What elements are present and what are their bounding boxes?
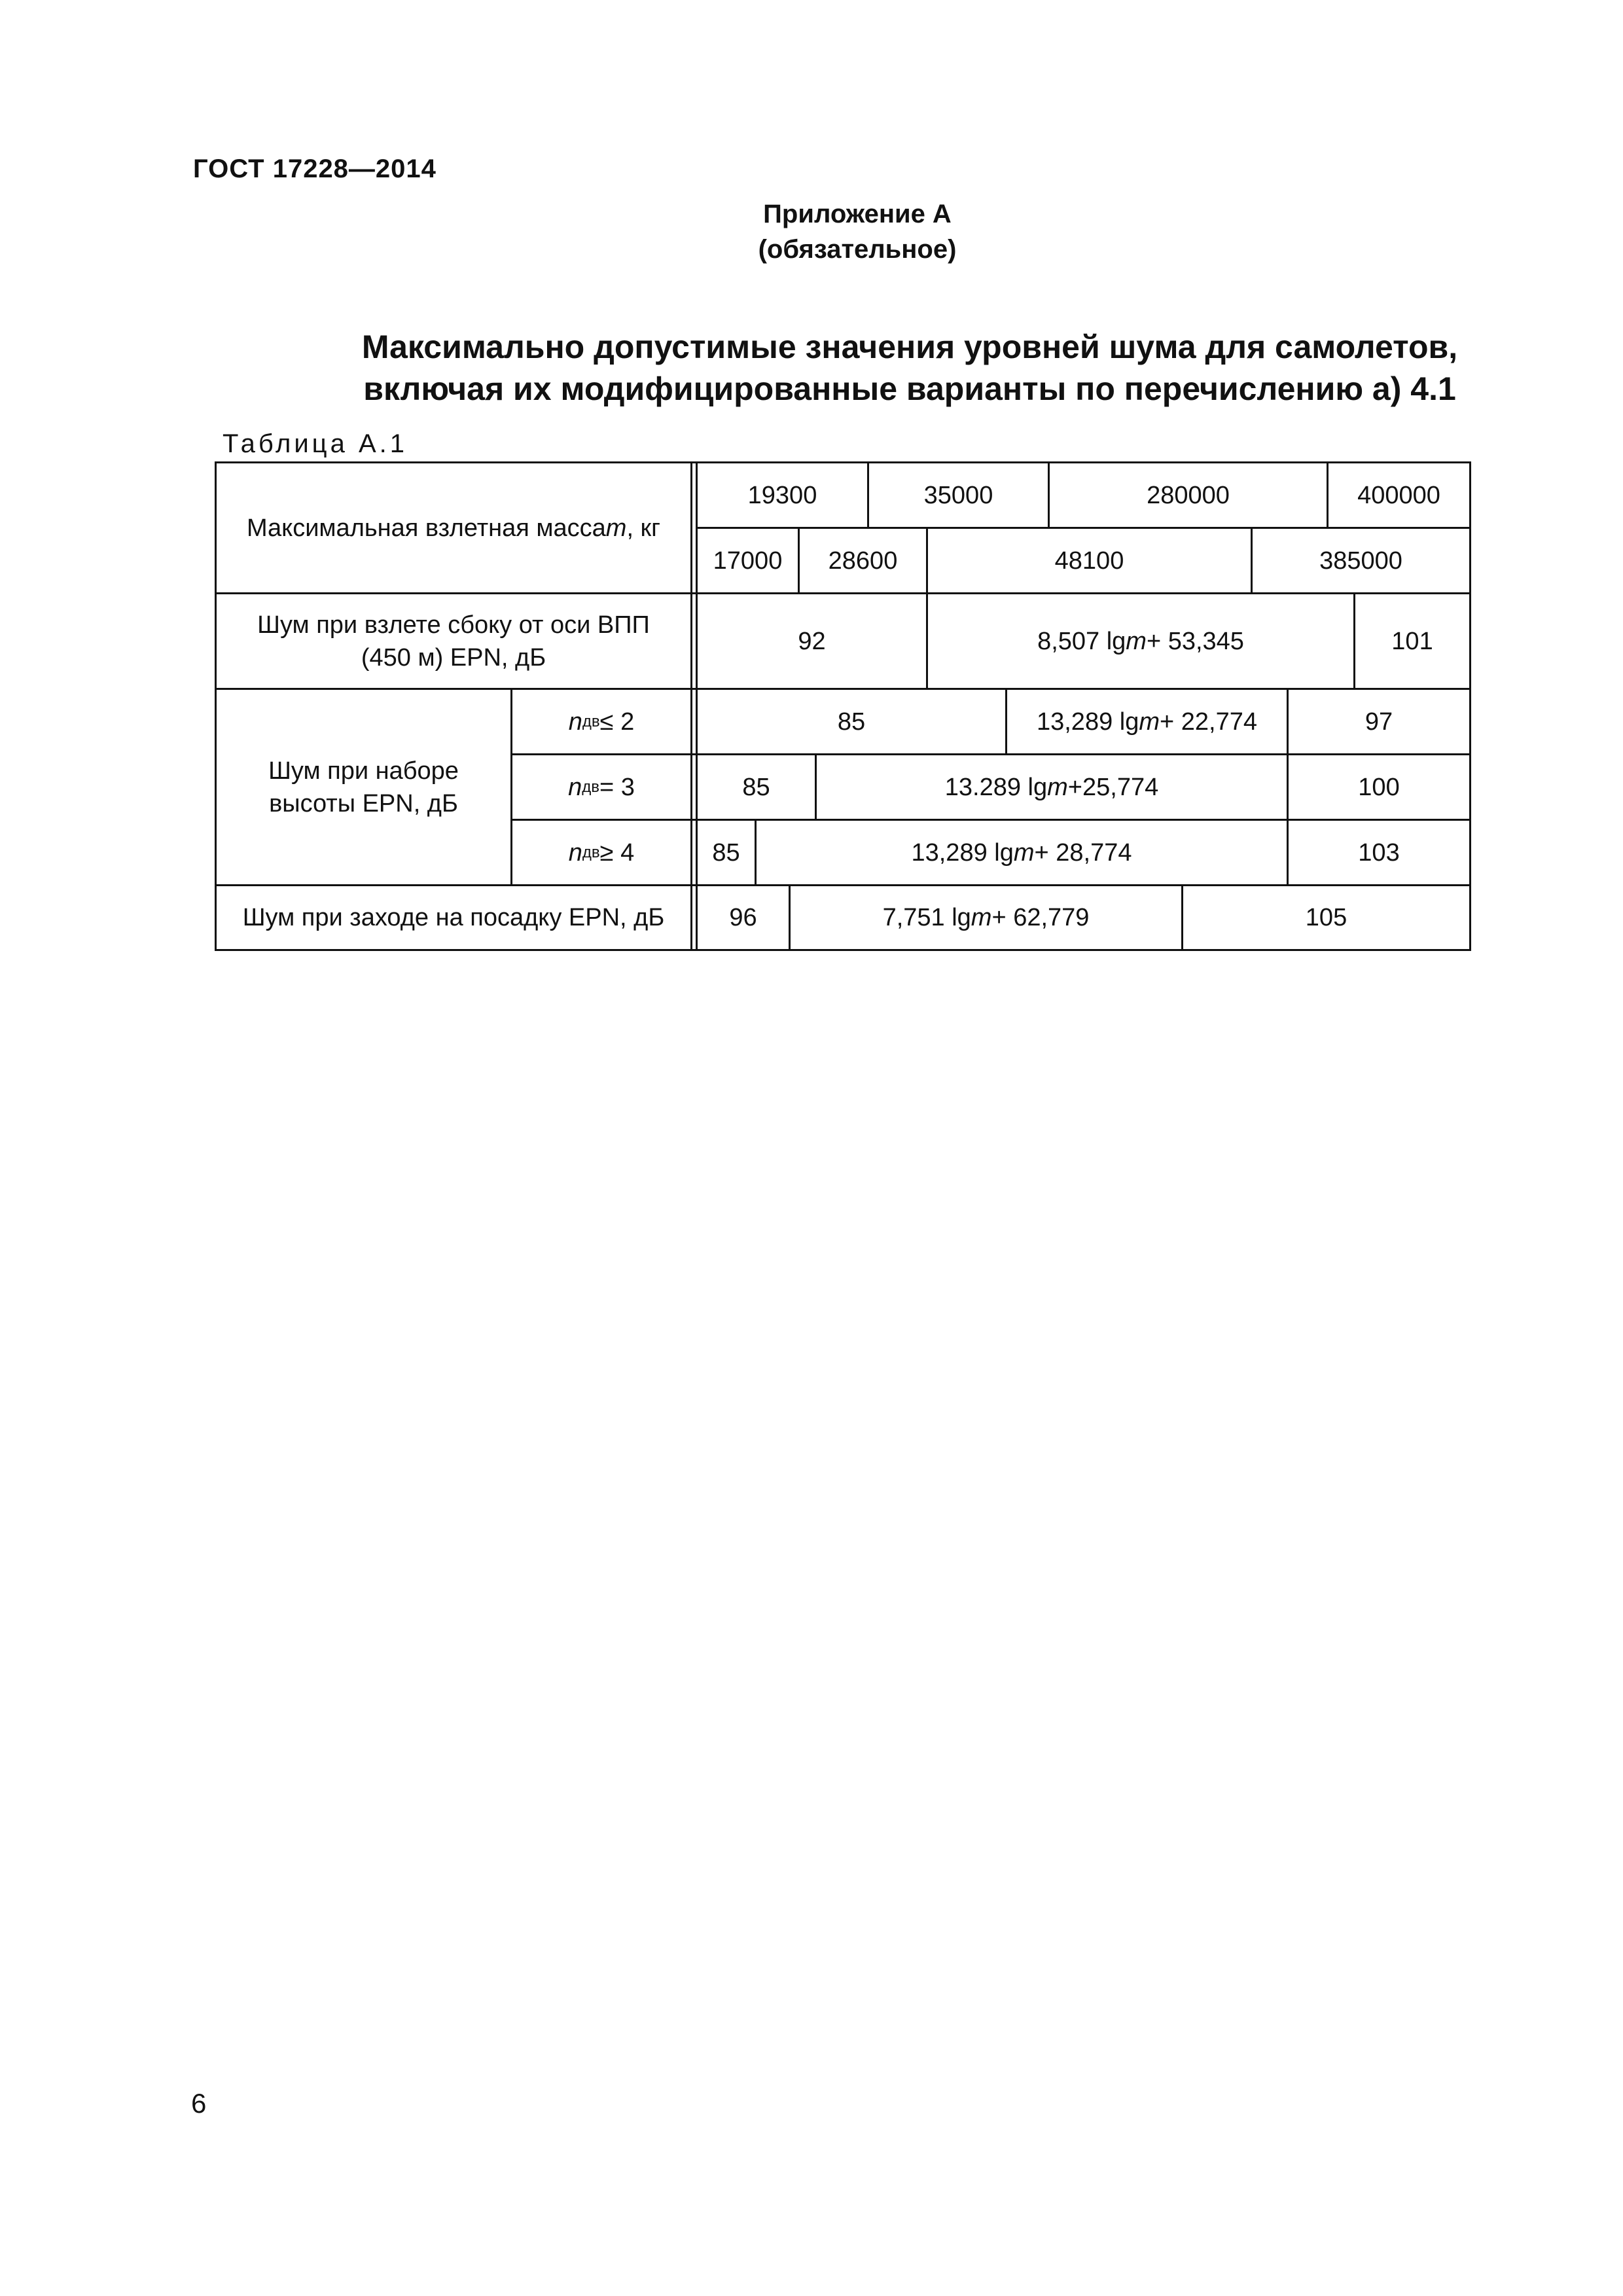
climb-2-high-value: 100 <box>1358 773 1400 801</box>
mass-bottom-1: 17000 <box>713 547 783 575</box>
takeoff-high-value: 101 <box>1391 627 1433 655</box>
climb-2-formula <box>817 755 1287 819</box>
takeoff-formula-a: 8,507 lg <box>1037 627 1126 655</box>
climb-1-low-value: 85 <box>837 708 866 736</box>
takeoff-formula <box>928 594 1353 688</box>
approach-high-value: 105 <box>1305 904 1347 931</box>
section-title-line-2: включая их модифицированные варианты по перечислению а) 4.1 <box>363 370 1456 407</box>
approach-formula-a: 7,751 lg <box>882 904 971 931</box>
climb-3-formula <box>757 821 1287 884</box>
mass-label-var: m <box>605 514 627 542</box>
engine-count-sub: дв <box>582 778 599 796</box>
takeoff-formula-var: m <box>1126 627 1147 655</box>
climb-cond-3-text: ≥ 4 <box>599 838 635 867</box>
climb-3-formula-var: m <box>1013 838 1035 867</box>
page-number: 6 <box>191 2088 207 2119</box>
climb-3-formula-b: + 28,774 <box>1034 838 1132 867</box>
approach-formula-var: m <box>971 904 992 931</box>
mass-top-2: 35000 <box>923 481 993 509</box>
climb-2-formula-b: +25,774 <box>1067 773 1159 801</box>
mass-top-4: 400000 <box>1357 481 1440 509</box>
takeoff-formula-b: + 53,345 <box>1146 627 1244 655</box>
climb-group-label: Шум при наборе высоты EPN, дБ <box>268 757 459 817</box>
climb-3-low-value: 85 <box>712 838 740 867</box>
climb-cond-3 <box>512 821 690 884</box>
climb-1-formula-a: 13,289 lg <box>1036 708 1139 736</box>
engine-count-sub: дв <box>582 712 600 730</box>
takeoff-row-label: Шум при взлете сбоку от оси ВПП (450 м) EPN, дБ <box>257 611 650 672</box>
appendix-title: Приложение А <box>763 200 952 228</box>
engine-count-symbol: n <box>568 708 582 736</box>
table-caption: Таблица А.1 <box>223 429 408 458</box>
climb-2-low-value: 85 <box>742 773 770 801</box>
mass-row-label <box>217 463 690 592</box>
takeoff-low-value: 92 <box>798 627 826 655</box>
mass-bottom-3: 48100 <box>1054 547 1124 575</box>
climb-1-high-value: 97 <box>1364 708 1393 736</box>
climb-3-high-value: 103 <box>1358 838 1400 867</box>
climb-2-formula-var: m <box>1047 773 1068 801</box>
mass-top-1: 19300 <box>747 481 817 509</box>
mass-bottom-4: 385000 <box>1319 547 1402 575</box>
approach-formula-b: + 62,779 <box>991 904 1090 931</box>
document-code: ГОСТ 17228—2014 <box>193 154 437 183</box>
mass-top-3: 280000 <box>1147 481 1230 509</box>
climb-cond-1-text: ≤ 2 <box>599 708 635 736</box>
climb-1-formula-var: m <box>1139 708 1160 736</box>
engine-count-symbol: n <box>568 773 582 801</box>
climb-2-formula-a: 13.289 lg <box>944 773 1048 801</box>
climb-cond-1 <box>512 690 690 753</box>
climb-3-formula-a: 13,289 lg <box>911 838 1014 867</box>
approach-formula <box>791 886 1181 949</box>
climb-1-formula-b: + 22,774 <box>1160 708 1257 736</box>
approach-row-label: Шум при заходе на посадку EPN, дБ <box>242 904 665 931</box>
mass-label-text: Максимальная взлетная масса <box>246 514 606 542</box>
climb-cond-2 <box>512 755 690 819</box>
climb-cond-2-text: = 3 <box>599 773 635 801</box>
mass-bottom-2: 28600 <box>828 547 898 575</box>
section-title-line-1: Максимально допустимые значения уровней шума для самолетов, <box>361 329 1458 365</box>
climb-1-formula <box>1007 690 1287 753</box>
appendix-status: (обязательное) <box>758 235 957 264</box>
mass-label-unit: , кг <box>626 514 661 542</box>
approach-low-value: 96 <box>729 904 757 931</box>
engine-count-sub: дв <box>582 843 600 861</box>
engine-count-symbol: n <box>568 838 582 867</box>
